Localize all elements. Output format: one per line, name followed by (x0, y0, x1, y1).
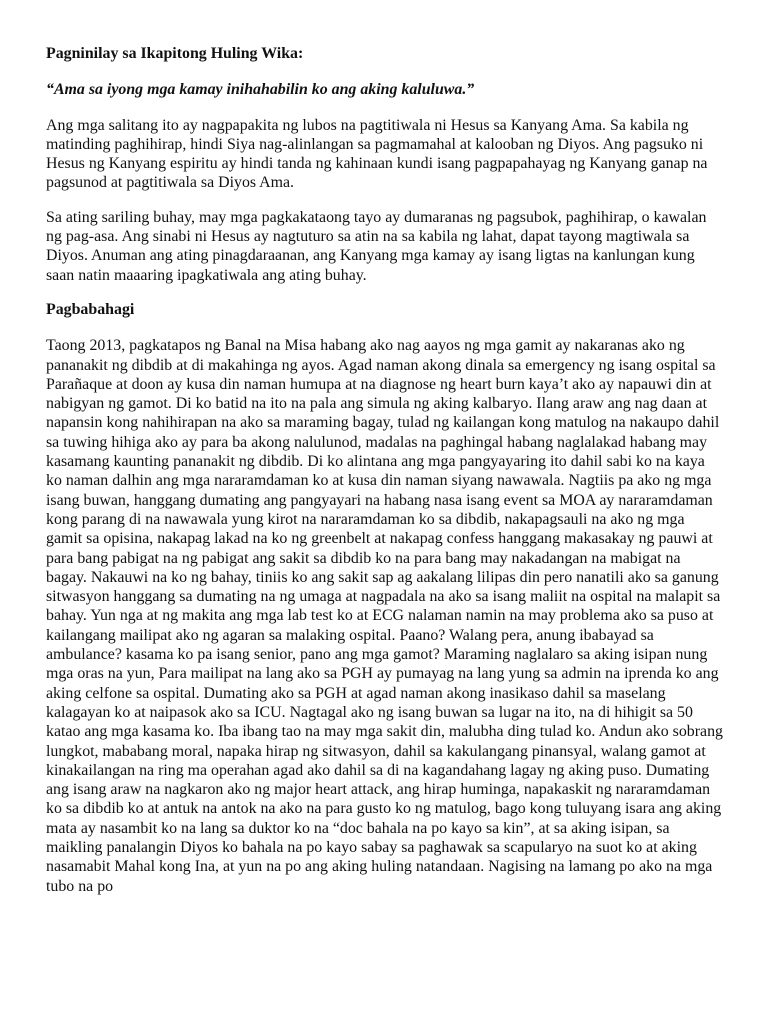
page-title: Pagninilay sa Ikapitong Huling Wika: (46, 45, 304, 62)
reflection-paragraph-1: Ang mga salitang ito ay nagpapakita ng lubos na pagtitiwala ni Hesus sa Kanyang Ama. Sa kabila ng matinding paghihirap, hindi Siya nag-alinlangan sa pagmamahal at kalooban ng Diyos. Ang pagsuko ni Hesus ng Kanyang espiritu ay hindi tanda ng kahinaan kundi isang pagpapahayag ng Kanyang ganap na pagsunod at pagtitiwala sa Diyos Ama. (46, 116, 708, 192)
section-heading: Pagbabahagi (46, 300, 135, 318)
quote-text: “Ama sa iyong mga kamay inihahabilin ko ang aking kaluluwa.” (46, 81, 475, 99)
reflection-paragraph-2: Sa ating sariling buhay, may mga pagkakataong tayo ay dumaranas ng pagsubok, paghihirap, o kawalan ng pag-asa. Ang sinabi ni Hesus ay nagtuturo sa atin na sa kabila ng lahat, dapat tayong magtiwala sa Diyos. Anuman ang ating pinagdaraanan, ang Kanyang mga kamay ay isang ligtas na kanlungan kung saan natin maaaring ipagkatiwala ang ating buhay. (46, 208, 707, 284)
sharing-paragraph: Taong 2013, pagkatapos ng Banal na Misa habang ako nag aayos ng mga gamit ay nakaranas ako ng pananakit ng dibdib at di makahinga ng ayos. Agad naman akong dinala sa emergency ng isang ospital sa Parañaque at doon ay kusa din naman humupa at na diagnose ng heart burn kaya’t ako ay napauwi din at nabigyan ng gamot. Di ko batid na ito na pala ang simula ng aking kalbaryo. Ilang araw ang nag daan at napansin kong nahihirapan na ako sa maraming bagay, tulad ng kailangan kong matulog na nakaupo dahil sa tuwing hihiga ako ay para ba akong nalulunod, madalas na paghingal habang naglalakad habang may kasamang kaunting pananakit ng dibdib. Di ko alintana ang mga pangyayaring ito dahil sabi ko na kaya ko naman dalhin ang mga nararamdaman ko at kusa din naman siyang nawawala. Nagtiis pa ako ng mga isang buwan, hanggang dumating ang pangyayari na habang nasa isang event sa MOA ay nararamdaman kong parang di na nawawala yung kirot na nararamdaman ko sa dibdib, nakapagsauli na ako ng mga gamit sa opisina, nakapag lakad na ko ng greenbelt at nakapag confess hanggang makasakay ng pauwi at para bang pabigat na ng pabigat ang sakit sa dibdib ko na para bang may nakadangan na mabigat na bagay. Nakauwi na ko ng bahay, tiniis ko ang sakit sap ag aakalang lilipas din pero nanatili ako sa ganung sitwasyon hanggang sa dumating na ng umaga at nagpadala na ako sa isang maliit na ospital na malapit sa bahay. Yun nga at ng makita ang mga lab test ko at ECG nalaman namin na may problema ako sa puso at kailangang mailipat ako ng agaran sa malaking ospital. Paano? Walang pera, anung ibabayad sa ambulance? kasama ko pa isang senior, pano ang mga gamot? Maraming naglalaro sa aking isipan nung mga oras na yun, Para mailipat na lang ako sa PGH ay pumayag na lang yung sa admin na iprenda ko ang aking celfone sa ospital. Dumating ako sa PGH at agad naman akong inasikaso dahil sa maselang kalagayan ko at naipasok ako sa ICU. Nagtagal ako ng isang buwan sa lugar na ito, na di hihigit sa 50 katao ang mga kasama ko. Iba ibang tao na may mga sakit din, malubha ding tulad ko. Andun ako sobrang lungkot, mababang moral, napaka hirap ng sitwasyon, dahil sa kakulangang pinansyal, walang gamot at kinakailangan na ring ma operahan agad ako dahil sa di na kagandahang lagay ng aking puso. Dumating ang isang araw na nagkaron ako ng major heart attack, ang hirap huminga, napakaskit ng nararamdaman ko sa dibdib ko at antuk na antok na ako na para gusto ko ng matulog, bago kong tuluyang isara ang aking mata ay nasambit ko na lang sa duktor ko na “doc bahala na po kayo sa kin”, at sa aking isipan, sa maikling panalangin Diyos ko bahala na po kayo sabay sa paghawak sa scapularyo na suot ko at aking nasamabit Mahal kong Ina, at yun na po ang aking huling natandaan. Nagising na lamang po ako na mga tubo na po (46, 337, 723, 895)
